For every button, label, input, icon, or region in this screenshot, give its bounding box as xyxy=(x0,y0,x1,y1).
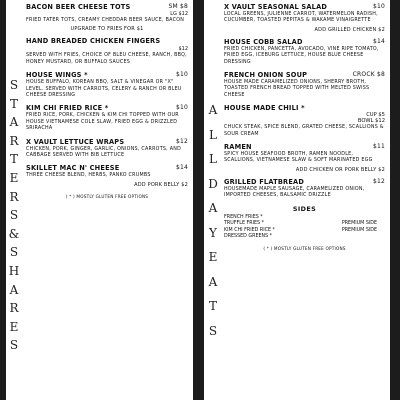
menu-item xyxy=(26,3,188,32)
item-price: $10 xyxy=(372,3,385,10)
vertical-letter: A xyxy=(9,115,19,130)
item-addon: ADD PORK BELLY $2 xyxy=(134,181,188,188)
item-title xyxy=(26,37,188,45)
price-line: $12 xyxy=(178,46,188,53)
vertical-letter: L xyxy=(209,152,217,166)
gluten-free-footnote: ( * ) MOSTLY GLUTEN FREE OPTIONS xyxy=(263,246,346,252)
vertical-letter: H xyxy=(8,263,20,278)
item-description: SERVED WITH FRIES, CHOICE OF BLEU CHEESE, RANCH, BBQ, HONEY MUSTARD, OR BUFFALO SAUCES xyxy=(26,53,187,65)
menu-item xyxy=(26,71,188,99)
vertical-letter: Y xyxy=(209,225,217,240)
item-name: FRENCH ONION SOUP xyxy=(224,71,308,80)
item-title xyxy=(26,104,188,112)
item-description: HOUSE BUFFALO, KOREAN BBQ, SALT & VINEGAR OR "X" LEVEL. SERVED WITH CARROTS, CELERY & RANCH OR BLEU CHEESE DRESSING xyxy=(26,80,182,99)
price-line: SM $8 xyxy=(168,3,188,10)
side-name: DRESSED GREENS * xyxy=(224,233,273,239)
item-price: CROCK $8 xyxy=(352,71,385,79)
starters-column xyxy=(26,3,188,199)
vertical-letter: R xyxy=(9,301,19,316)
item-note: UPGRADE TO FRIES FOR $1 xyxy=(70,26,144,33)
item-price: $14 xyxy=(175,164,188,172)
item-title xyxy=(224,38,385,46)
side-name: KIM CHI FRIED RICE * xyxy=(224,227,275,233)
vertical-letter: T xyxy=(208,299,217,313)
item-name: SKILLET MAC N' CHEESE xyxy=(26,164,120,173)
vertical-letter: S xyxy=(9,338,19,353)
vertical-letter: A xyxy=(208,201,218,215)
vertical-letter: L xyxy=(209,127,217,142)
item-description: CHICKEN, PORK, GINGER, GARLIC, ONIONS, CARROTS, AND CABBAGE SERVED WITH BIB LETTUCE xyxy=(26,146,182,159)
item-addon: ADD GRILLED CHICKEN $2 xyxy=(314,26,385,33)
vertical-letter: A xyxy=(9,282,19,297)
item-name: X VAULT LETTUCE WRAPS xyxy=(26,137,125,146)
menu-item xyxy=(224,104,385,138)
item-name: GRILLED FLATBREAD xyxy=(224,177,304,186)
vertical-letter: T xyxy=(9,152,18,167)
vertical-letter: T xyxy=(9,96,18,111)
item-price: $10 xyxy=(175,104,188,112)
vertical-letter: S xyxy=(9,245,19,260)
vertical-letter: R xyxy=(9,189,19,204)
price-line: LG $12 xyxy=(170,11,188,17)
item-price: $14 xyxy=(372,37,385,45)
item-title xyxy=(224,178,385,186)
vertical-letter: S xyxy=(208,323,218,338)
starters-shares-vertical-title xyxy=(7,76,21,355)
vertical-letter: & xyxy=(8,226,20,241)
item-description: CHUCK STEAK, SPICE BLEND, GRATED CHEESE, SCALLIONS & SOUR CREAM xyxy=(224,125,384,137)
item-price: $12 xyxy=(175,137,188,145)
item-description: FRIED RICE, PORK, CHICKEN & KIM CHI TOPPED WITH OUR HOUSE VIETNAMESE COLE SLAW, FRIED EGG & DRIZZLED SRIRACHA xyxy=(26,113,179,132)
item-name: HAND BREADED CHICKEN FINGERS xyxy=(26,37,161,46)
vertical-letter: E xyxy=(9,319,19,334)
menu-item xyxy=(224,38,385,66)
vertical-letter: S xyxy=(9,78,19,92)
item-name: BACON BEER CHEESE TOTS xyxy=(26,3,131,11)
vertical-letter: A xyxy=(208,103,218,117)
item-title xyxy=(224,71,385,79)
price-line: BOWL $12 xyxy=(357,118,385,125)
item-name: RAMEN xyxy=(224,143,252,152)
item-description: HOUSE MADE CARAMELIZED ONIONS, SHERRY BROTH, TOASTED FRENCH BREAD TOPPED WITH MELTED SWISS CHEESE xyxy=(224,80,370,98)
menu-item xyxy=(224,71,385,99)
side-name: FRENCH FRIES * xyxy=(224,214,263,220)
item-price: $12 xyxy=(372,177,385,185)
item-title xyxy=(26,71,188,79)
item-name: X VAULT SEASONAL SALAD xyxy=(224,3,328,11)
menu-item xyxy=(224,178,385,200)
item-title xyxy=(26,164,188,172)
item-title xyxy=(26,138,188,146)
item-name: HOUSE MADE CHILI * xyxy=(224,104,305,113)
all-day-eats-vertical-title xyxy=(206,98,220,343)
item-title xyxy=(224,3,385,11)
item-description: FRIED TATER TOTS, CREAMY CHEDDAR BEER SAUCE, BACON xyxy=(26,18,185,23)
side-item xyxy=(224,234,385,240)
menu-item xyxy=(26,37,188,66)
all-day-eats-panel xyxy=(204,0,390,400)
side-note: PREMIUM SIDE xyxy=(341,227,377,233)
item-title xyxy=(26,3,188,11)
item-description: THREE CHEESE BLEND, HERBS, PANKO CRUMBS xyxy=(26,173,151,179)
item-price: $11 xyxy=(372,143,385,151)
item-title xyxy=(224,143,385,151)
vertical-letter: D xyxy=(208,176,218,191)
vertical-letter: S xyxy=(9,208,19,223)
menu-item xyxy=(224,143,385,173)
menu-item xyxy=(224,3,385,33)
item-price: $10 xyxy=(175,71,188,79)
item-description: FRIED CHICKEN, PANCETTA, AVOCADO, VINE RIPE TOMATO, FRIED EGG, ICEBURG LETTUCE, HOUSE BLUE CHEESE DRESSING xyxy=(224,46,379,65)
sides-title: SIDES xyxy=(292,204,317,213)
vertical-letter: A xyxy=(208,274,218,289)
all-day-column xyxy=(224,3,385,251)
item-name: HOUSE WINGS * xyxy=(26,71,88,80)
side-name: TRUFFLE FRIES * xyxy=(224,221,265,227)
vertical-letter: E xyxy=(9,170,19,185)
vertical-letter: R xyxy=(9,133,19,148)
item-addon: ADD CHICKEN OR PORK BELLY $2 xyxy=(295,166,385,173)
item-description: LOCAL GREENS, JULIENNE CARROT, WATERMELON RADISH, CUCUMBER, TOASTED PEPITAS & WAKAME VINAIGRETTE xyxy=(224,12,378,24)
item-name: HOUSE COBB SALAD xyxy=(224,37,303,46)
side-note: PREMIUM SIDE xyxy=(341,221,377,227)
vertical-letter: E xyxy=(208,250,218,264)
menu-item xyxy=(26,138,188,160)
starters-shares-panel xyxy=(6,0,193,400)
item-description: SPICY HOUSE SEAFOOD BROTH, RAMEN NOODLE, SCALLIONS, VIETNAMESE SLAW & SOFT MARINATED EGG xyxy=(224,152,373,164)
menu-item xyxy=(26,104,188,132)
menu-item xyxy=(26,164,188,187)
price-line: CUP $5 xyxy=(366,112,385,119)
gluten-free-footnote: ( * ) MOSTLY GLUTEN FREE OPTIONS xyxy=(65,193,149,199)
item-description: HOUSEMADE MAPLE SAUSAGE, CARAMELIZED ONION, IMPORTED CHEESES, BALSAMIC DRIZZLE xyxy=(224,186,365,199)
item-title xyxy=(224,104,385,112)
item-price xyxy=(168,3,188,11)
item-name: KIM CHI FRIED RICE * xyxy=(26,104,109,113)
